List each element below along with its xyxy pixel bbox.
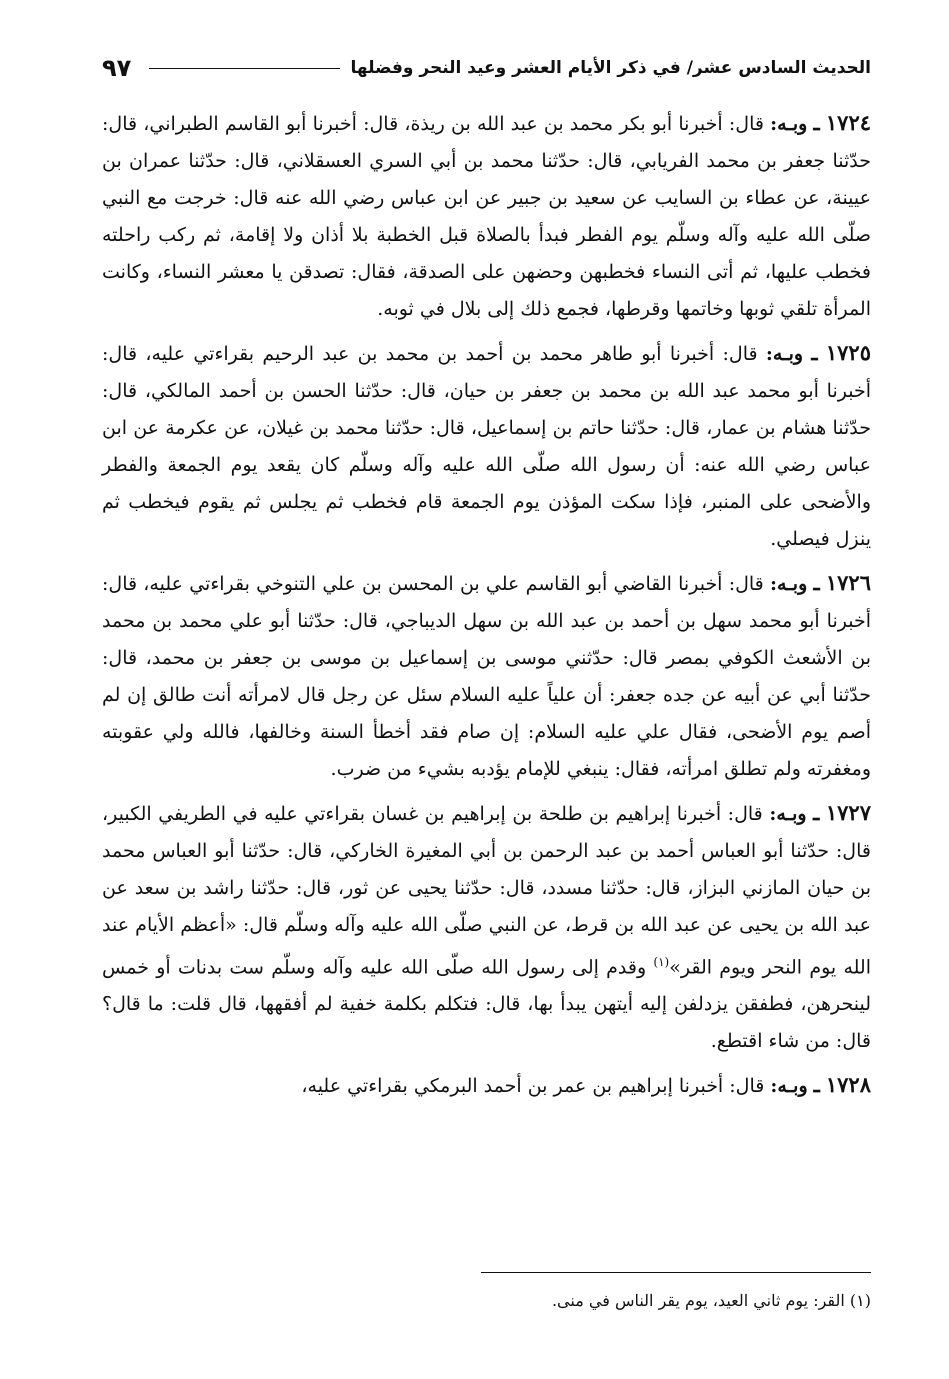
hadith-number: ١٧٢٦ (825, 570, 871, 595)
hadith-wabihi: وبـه: (770, 573, 808, 595)
hadith-1728 (102, 1066, 871, 1105)
hadith-1727 (102, 794, 871, 1060)
footnote-reference[interactable]: (١) (653, 955, 670, 969)
hadith-text: قال: أخبرنا إبراهيم بن طلحة بن إبراهيم بن غسان بقراءتي عليه في الطريفي الكبير، قال: حدّثنا أبو العباس أحمد بن عبد الرحمن بن أبي المغيرة الخاركي، قال: حدّثنا أبو العباس محمد بن حيان المازني البزاز، قال: حدّثنا مسدد، قال: حدّثنا يحيى عن ثور، قال: حدّثنا راشد بن سعد عن عبد الله بن يحيى عن عبد الله بن قرط، عن النبي صلّى الله عليه وآله وسلّم قال: «أعظم الأيام عند الله يوم النحر ويوم القر» (102, 803, 871, 979)
hadith-number: ١٧٢٥ (825, 340, 871, 365)
hadith-number: ١٧٢٤ (825, 110, 872, 135)
hadith-number: ١٧٢٨ (825, 1072, 871, 1098)
page-body (102, 104, 871, 1105)
hadith-wabihi: وبـه: (770, 113, 808, 135)
hadith-dash: ـ (813, 800, 820, 825)
hadith-dash: ـ (813, 110, 820, 135)
hadith-wabihi: وبـه: (770, 1075, 808, 1098)
hadith-1724 (102, 104, 871, 328)
hadith-text-continued: وقدم إلى رسول الله صلّى الله عليه وآله وسلّم ست بدنات أو خمس لينحرهن، فطفقن يزدلفن إليه أيتهن يبدأ بها، قال: فتكلم بكلمة خفية لم أفقهها، قال قلت: ما قال؟ قال: من شاء اقتطع. (102, 956, 871, 1053)
hadith-dash: ـ (811, 340, 818, 365)
footnote-divider (481, 1272, 871, 1273)
header-rule (149, 68, 340, 69)
hadith-wabihi: وبـه: (769, 803, 807, 825)
hadith-wabihi: وبـه: (765, 343, 804, 365)
hadith-dash: ـ (813, 570, 820, 595)
hadith-text: قال: أخبرنا إبراهيم بن عمر بن أحمد البرمكي بقراءتي عليه، (301, 1075, 765, 1098)
hadith-text: قال: أخبرنا القاضي أبو القاسم علي بن المحسن بن علي التنوخي بقراءتي عليه، قال: أخبرنا أبو محمد سهل بن أحمد بن عبد الله بن سهل الديباجي، قال: حدّثنا أبو علي محمد بن محمد بن الأشعث الكوفي بمصر قال: حدّثني موسى بن إسماعيل بن موسى بن جعفر بن محمد، قال: حدّثنا أبي عن أبيه عن جده جعفر: أن علياً عليه السلام سئل عن رجل قال لامرأته أنت طالق إن لم أصم يوم الأضحى، فقال علي عليه السلام: إن صام فقد أخطأ السنة وخالفها، فالله ولي عقوبته ومغفرته ولم تطلق امرأته، فقال: ينبغي للإمام يؤدبه بشيء من ضرب. (102, 573, 871, 780)
hadith-1726 (102, 564, 871, 788)
hadith-text: قال: أخبرنا أبو بكر محمد بن عبد الله بن ريذة، قال: أخبرنا أبو القاسم الطبراني، قال: حدّثنا جعفر بن محمد الفريابي، قال: حدّثنا محمد بن أبي السري العسقلاني، قال: حدّثنا عمران بن عيينة، عن عطاء بن السايب عن سعيد بن جبير عن ابن عباس رضي الله عنه قال: خرجت مع النبي صلّى الله عليه وآله وسلّم يوم الفطر فبدأ بالصلاة قبل الخطبة بلا أذان ولا إقامة، ثم ركب راحلته فخطب عليها، ثم أتى النساء فخطبهن وحضهن على الصدقة، فقال: تصدقن يا معشر النساء، وكانت المرأة تلقي ثوبها وخاتمها وقرطها، فجمع ذلك إلى بلال في ثوبه. (102, 113, 871, 320)
footnote: (١) القر: يوم ثاني العيد، يوم يقر الناس في منى. (551, 1291, 871, 1310)
hadith-text: قال: أخبرنا أبو طاهر محمد بن أحمد بن محمد بن عبد الرحيم بقراءتي عليه، قال: أخبرنا أبو محمد عبد الله بن محمد بن جعفر بن حيان، قال: حدّثنا الحسن بن أحمد المالكي، قال: حدّثنا هشام بن عمار، قال: حدّثنا حاتم بن إسماعيل، قال: حدّثنا محمد بن غيلان، عن عكرمة عن ابن عباس رضي الله عنه: أن رسول الله صلّى الله عليه وآله وسلّم كان يقعد يوم الجمعة والفطر والأضحى على المنبر، فإذا سكت المؤذن يوم الجمعة قام فخطب ثم يجلس ثم يقوم فيخطب ثم ينزل فيصلي. (102, 343, 871, 550)
hadith-dash: ـ (813, 1072, 820, 1098)
hadith-number: ١٧٢٧ (825, 800, 871, 825)
page-number: ٩٧ (102, 54, 132, 82)
header-title: الحديث السادس عشر/ في ذكر الأيام العشر وعيد النحر وفضلها (350, 58, 871, 78)
hadith-1725 (102, 334, 871, 558)
running-header (102, 46, 871, 90)
